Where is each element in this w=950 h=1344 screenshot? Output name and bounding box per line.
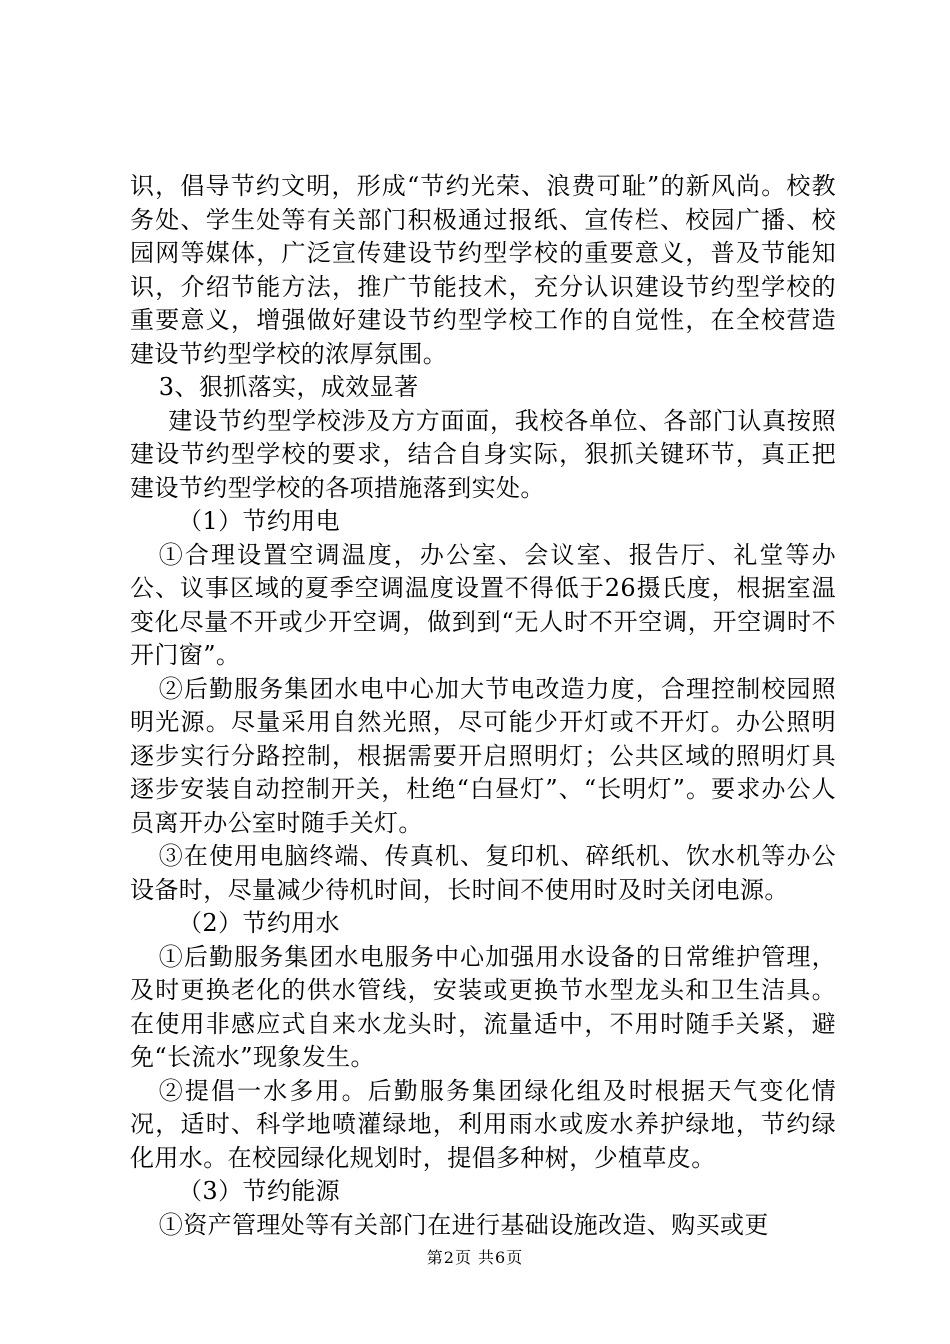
section-heading-3: 3、狠抓落实，成效显著 [158, 373, 419, 401]
paragraph-energy-1: ①资产管理处等有关部门在进行基础设施改造、购买或更 [158, 1210, 769, 1239]
paragraph-water-2: ②提倡一水多用。后勤服务集团绿化组及时根据天气变化情况，适时、科学地喷灌绿地，利用雨水或废水养护绿地，节约绿化用水。在校园绿化规划时，提倡多种树，少植草皮。 [130, 1076, 836, 1172]
subheading-save-electricity: （1）节约用电 [178, 507, 341, 535]
paragraph-section-3-intro: 建设节约型学校涉及方方面面，我校各单位、各部门认真按照建设节约型学校的要求，结合自身实际，狠抓关键环节，真正把建设节约型学校的各项措施落到实处。 [130, 406, 836, 502]
subheading-save-water: （2）节约用水 [178, 909, 341, 937]
paragraph-electricity-2: ②后勤服务集团水电中心加大节电改造力度，合理控制校园照明光源。尽量采用自然光照，尽可能少开灯或不开灯。办公照明逐步实行分路控制，根据需要开启照明灯；公共区域的照明灯具逐步安装自动控制开关，杜绝“白昼灯”、“长明灯”。要求办公人员离开办公室时随手关灯。 [130, 674, 836, 837]
subheading-save-energy: （3）节约能源 [178, 1177, 341, 1205]
paragraph-water-1: ①后勤服务集团水电服务中心加强用水设备的日常维护管理，及时更换老化的供水管线，安装或更换节水型龙头和卫生洁具。在使用非感应式自来水龙头时，流量适中，不用时随手关紧，避免“长流水”现象发生。 [130, 942, 836, 1071]
page-number-footer: 第2页 共6页 [426, 1248, 524, 1267]
paragraph-electricity-3: ③在使用电脑终端、传真机、复印机、碎纸机、饮水机等办公设备时，尽量减少待机时间，长时间不使用时及时关闭电源。 [130, 842, 836, 904]
document-body [130, 170, 836, 1242]
paragraph-continued: 识，倡导节约文明，形成“节约光荣、浪费可耻”的新风尚。校教务处、学生处等有关部门积极通过报纸、宣传栏、校园广播、校园网等媒体，广泛宣传建设节约型学校的重要意义，普及节能知识，介绍节能方法，推广节能技术，充分认识建设节约型学校的重要意义，增强做好建设节约型学校工作的自觉性，在全校营造建设节约型学校的浓厚氛围。 [130, 172, 836, 368]
paragraph-electricity-1: ①合理设置空调温度，办公室、会议室、报告厅、礼堂等办公、议事区域的夏季空调温度设置不得低于26摄氏度，根据室温变化尽量不开或少开空调，做到到“无人时不开空调，开空调时不开门窗”。 [130, 540, 836, 669]
